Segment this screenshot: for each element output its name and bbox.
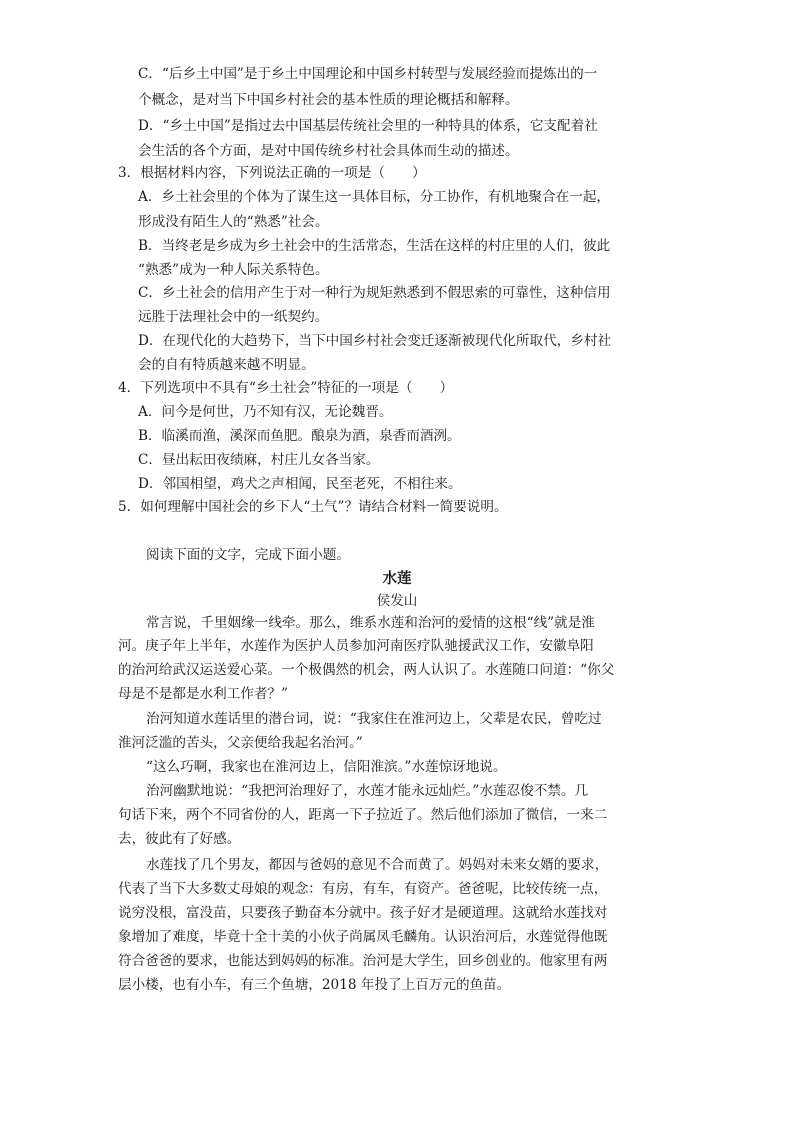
option-c-line-1: C．“后乡土中国”是于乡土中国理论和中国乡村转型与发展经验而提炼出的一	[138, 66, 598, 82]
passage-p5-line-4: 象增加了难度，毕竟十全十美的小伙子尚属凤毛麟角。认识治河后，水莲觉得他既	[118, 929, 608, 945]
passage-p5-line-5: 符合爸爸的要求，也能达到妈妈的标准。治河是大学生，回乡创业的。他家里有两	[118, 953, 608, 969]
passage-p1-line-1: 常言说，千里姻缘一线牵。那么，维系水莲和治河的爱情的这根“线”就是淮	[146, 615, 595, 631]
passage-p5-line-1: 水莲找了几个男友，都因与爸妈的意见不合而黄了。妈妈对未来女婿的要求，	[146, 857, 609, 873]
q3-option-a-line-1: A．乡土社会里的个体为了谋生这一具体目标，分工协作，有机地聚合在一起，	[138, 189, 611, 205]
passage-p1-line-4: 母是不是都是水利工作者？”	[118, 686, 289, 702]
passage-p2-line-1: 治河知道水莲话里的潜台词，说：“我家住在淮河边上，父辈是农民，曾吃过	[146, 711, 602, 727]
q3-option-c-line-2: 远胜于法理社会中的一纸契约。	[138, 309, 329, 325]
passage-p2-line-2: 淮河泛滥的苦头，父亲便给我起名治河。”	[118, 735, 363, 751]
option-d-line-2: 会生活的各个方面，是对中国传统乡村社会具体而生动的描述。	[138, 143, 519, 159]
q3-option-b-line-1: B．当终老是乡成为乡土社会中的生活常态，生活在这样的村庄里的人们，彼此	[138, 238, 611, 254]
q3-option-c-line-1: C．乡土社会的信用产生于对一种行为规矩熟悉到不假思索的可靠性，这种信用	[138, 285, 611, 301]
passage-p4-line-1: 治河幽默地说：“我把河治理好了，水莲才能永远灿烂。”水莲忍俊不禁。几	[146, 783, 589, 799]
passage-p3-line-1: “这么巧啊，我家也在淮河边上，信阳淮滨。”水莲惊讶地说。	[146, 759, 507, 775]
passage-p1-line-3: 的治河给武汉运送爱心菜。一个极偶然的机会，两人认识了。水莲随口问道：“你父	[118, 662, 615, 678]
q4-option-c: C．昼出耘田夜绩麻，村庄儿女各当家。	[138, 452, 380, 468]
option-d-line-1: D．“乡土中国”是指过去中国基层传统社会里的一种特具的体系，它支配着社	[138, 118, 598, 134]
passage-p4-line-2: 句话下来，两个不同省份的人，距离一下子拉近了。然后他们添加了微信，一来二	[118, 807, 608, 823]
question-5-stem: 5．如何理解中国社会的乡下人“土气”？请结合材料一简要说明。	[118, 499, 508, 515]
passage-p4-line-3: 去，彼此有了好感。	[118, 831, 241, 847]
passage-author: 侯发山	[376, 593, 418, 609]
passage-title: 水莲	[382, 570, 412, 587]
option-c-line-2: 个概念，是对当下中国乡村社会的基本性质的理论概括和解释。	[138, 92, 519, 108]
q4-option-a: A．问今是何世，乃不知有汉，无论魏晋。	[138, 404, 393, 420]
q4-option-b: B．临溪而渔，溪深而鱼肥。酿泉为酒，泉香而酒洌。	[138, 428, 461, 444]
question-4-stem: 4．下列选项中不具有“乡土社会”特征的一项是（ ）	[118, 380, 454, 396]
q3-option-d-line-1: D．在现代化的大趋势下，当下中国乡村社会变迁逐渐被现代化所取代，乡村社	[138, 333, 612, 349]
reading-instruction: 阅读下面的文字，完成下面小题。	[146, 547, 350, 563]
question-3-stem: 3．根据材料内容，下列说法正确的一项是（ ）	[118, 165, 426, 181]
q3-option-d-line-2: 会的自有特质越来越不明显。	[138, 357, 315, 373]
q3-option-a-line-2: 形成没有陌生人的“熟悉”社会。	[138, 214, 329, 230]
passage-p5-line-6: 层小楼，也有小车，有三个鱼塘，2018 年投了上百万元的鱼苗。	[118, 977, 511, 993]
passage-p1-line-2: 河。庚子年上半年，水莲作为医护人员参加河南医疗队驰援武汉工作，安徽阜阳	[118, 638, 594, 654]
q4-option-d: D．邻国相望，鸡犬之声相闻，民至老死，不相往来。	[138, 476, 462, 492]
passage-p5-line-3: 说穷没根，富没苗，只要孩子勤奋本分就中。孩子好才是硬道理。这就给水莲找对	[118, 905, 608, 921]
passage-p5-line-2: 代表了当下大多数丈母娘的观念：有房，有车，有资产。爸爸呢，比较传统一点，	[118, 881, 608, 897]
q3-option-b-line-2: “熟悉”成为一种人际关系特色。	[138, 262, 329, 278]
